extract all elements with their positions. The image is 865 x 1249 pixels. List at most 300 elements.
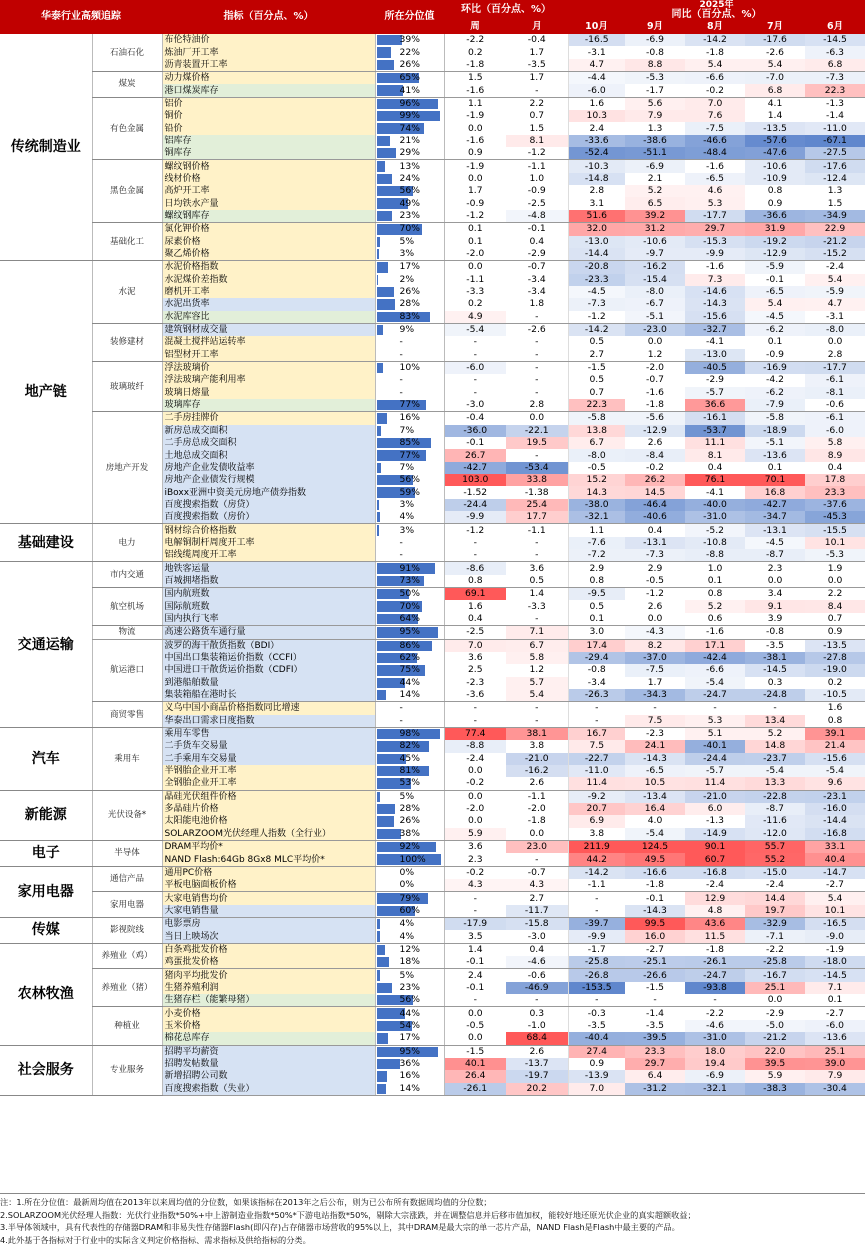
percentile-cell — [375, 210, 444, 223]
yoy-value: - — [568, 994, 625, 1007]
percentile-value: 7% — [399, 424, 415, 436]
header-yb — [568, 0, 865, 20]
yoy-value: 7.0 — [685, 97, 745, 110]
yoy-value: -38.1 — [745, 652, 805, 664]
yoy-value: -34.9 — [805, 210, 865, 223]
sector-label: 汽车 — [0, 727, 92, 790]
yoy-value: -0.2 — [646, 461, 664, 473]
yoy-value: -13.0 — [685, 349, 745, 362]
percentile-value: 85% — [399, 437, 420, 449]
subsector-label: 电力 — [92, 524, 162, 562]
yoy-value: -7.3 — [625, 549, 685, 562]
header-month-1: 9月 — [625, 20, 685, 34]
percentile-cell — [375, 499, 444, 511]
yoy-value: 2.9 — [568, 562, 625, 575]
table-row — [0, 412, 865, 425]
week-change: 0.2 — [444, 298, 506, 310]
yoy-value: -18.0 — [805, 956, 865, 969]
yoy-value: 5.9 — [745, 1070, 805, 1082]
week-change: - — [444, 336, 506, 348]
yoy-value: -16.8 — [685, 866, 745, 879]
yoy-value: -3.4 — [568, 677, 625, 689]
week-change: 7.0 — [444, 639, 506, 652]
yoy-value: -6.1 — [805, 374, 865, 386]
yoy-value: -1.2 — [568, 311, 625, 324]
month-change: 2.6 — [506, 777, 568, 790]
subsector-label: 玻璃玻纤 — [92, 361, 162, 411]
yoy-value: 0.7 — [805, 613, 865, 626]
yoy-value: 31.2 — [625, 223, 685, 236]
week-change: 3.6 — [444, 841, 506, 854]
month-change: -1.2 — [506, 147, 568, 160]
indicator-name: 动力煤价格 — [162, 72, 375, 85]
yoy-value: -37.0 — [625, 652, 685, 664]
yoy-value: -57.6 — [745, 135, 805, 147]
yoy-value: -153.5 — [568, 982, 625, 994]
week-change: -2.0 — [444, 803, 506, 815]
week-change: 26.4 — [444, 1070, 506, 1082]
month-change: 3.6 — [529, 562, 545, 574]
table-row — [0, 702, 865, 715]
indicator-name: 义乌中国小商品价格指数同比增速 — [162, 702, 375, 715]
yoy-value: -32.7 — [685, 323, 745, 336]
indicator-name: 到港船舶数量 — [162, 677, 375, 689]
indicator-name: 大家电销售均价 — [162, 892, 375, 905]
indicator-name: 乘用车零售 — [162, 727, 375, 740]
month-change: 5.4 — [506, 689, 568, 702]
week-change: - — [444, 549, 506, 562]
week-change: - — [444, 349, 506, 362]
yoy-value: -25.8 — [745, 956, 805, 969]
yoy-value: -1.8 — [625, 879, 685, 892]
yoy-value: -42.7 — [745, 499, 805, 511]
indicator-name: 浮法玻璃产能利用率 — [162, 374, 375, 386]
yoy-value: -23.7 — [745, 753, 805, 765]
yoy-value: 2.1 — [647, 172, 663, 184]
week-change: 0.1 — [444, 236, 506, 248]
yoy-value: -0.3 — [568, 1007, 625, 1020]
yoy-value: -32.1 — [568, 511, 625, 524]
week-change: -6.0 — [444, 361, 506, 374]
month-change: -2.5 — [527, 197, 546, 209]
table-row — [0, 943, 865, 956]
percentile-value: 18% — [399, 956, 420, 968]
yoy-value: 5.2 — [625, 185, 685, 197]
percentile-cell — [375, 537, 444, 549]
yoy-value: -19.0 — [805, 664, 865, 676]
percentile-cell — [375, 918, 444, 931]
yoy-value: - — [568, 702, 625, 715]
percentile-value: 96% — [399, 97, 420, 109]
yoy-value: 8.4 — [805, 600, 865, 612]
yoy-value: 21.4 — [805, 740, 865, 752]
month-change: - — [506, 84, 568, 97]
percentile-cell — [375, 892, 444, 905]
yoy-value: -19.2 — [745, 236, 805, 248]
yoy-value: -10.9 — [745, 173, 805, 185]
week-change: 0.0 — [444, 815, 506, 827]
yoy-value: -3.5 — [646, 1019, 664, 1031]
month-change: 2.6 — [529, 1045, 545, 1057]
table-row — [0, 97, 865, 110]
yoy-value: 0.1 — [805, 994, 865, 1007]
yoy-value: -1.7 — [625, 84, 685, 97]
percentile-value: 28% — [399, 803, 420, 815]
percentile-value: 95% — [399, 1045, 420, 1057]
yoy-value: -14.5 — [805, 34, 865, 46]
yoy-value: -53.7 — [685, 425, 745, 437]
percentile-cell — [375, 323, 444, 336]
month-change: -15.8 — [506, 918, 568, 931]
month-change: 5.7 — [506, 677, 568, 689]
week-change: - — [444, 892, 506, 905]
yoy-value: -39.5 — [625, 1032, 685, 1045]
yoy-value: 26.2 — [625, 474, 685, 486]
subsector-label: 水泥 — [92, 261, 162, 324]
yoy-value: -34.7 — [745, 511, 805, 524]
week-change: 103.0 — [444, 474, 506, 486]
percentile-value: 62% — [399, 652, 420, 664]
percentile-cell — [375, 790, 444, 803]
percentile-cell — [375, 777, 444, 790]
yoy-value: -15.6 — [805, 753, 865, 765]
yoy-value: -0.1 — [646, 892, 664, 904]
percentile-cell — [375, 715, 444, 728]
week-change: -8.8 — [444, 740, 506, 752]
yoy-value: -1.4 — [826, 110, 844, 122]
yoy-value: -5.0 — [745, 1020, 805, 1032]
percentile-cell — [375, 46, 444, 58]
yoy-value: -5.8 — [568, 412, 625, 425]
indicator-name: 鸡蛋批发价格 — [162, 956, 375, 969]
yoy-value: -42.4 — [685, 652, 745, 664]
yoy-value: -6.7 — [625, 298, 685, 310]
yoy-value: 2.7 — [568, 349, 625, 362]
footnote-3: 3.半导体领域中，具有代表性的存储器DRAM和非易失性存储器Flash(即闪存)占存储器市场营收的95%以上，其中DRAM是最大宗的单一芯片产品，NAND Flash是Flash中最主要的产品。 — [0, 1222, 680, 1233]
month-change: -11.7 — [506, 905, 568, 918]
yoy-value: 5.8 — [805, 437, 865, 449]
yoy-value: 4.1 — [767, 97, 783, 109]
indicator-name: 招聘平均薪资 — [162, 1045, 375, 1058]
yoy-value: -24.7 — [685, 689, 745, 702]
yoy-value: -13.6 — [745, 449, 805, 461]
yoy-value: -13.1 — [625, 537, 685, 549]
yoy-value: -23.1 — [805, 790, 865, 803]
footnote-2: 2.SOLARZOOM光伏经理人指数：光伏行业指数*50%+中上游制造业指数*50%*下游电站指数*50%，剔除大宗涨跌，并在调整信息并后移市值加权，能较好地还原光伏企业的真实超额收益； — [0, 1209, 696, 1220]
yoy-value: -16.5 — [805, 918, 865, 931]
yoy-value: -1.7 — [568, 943, 625, 956]
month-change: - — [535, 536, 539, 548]
month-change: -1.8 — [527, 815, 546, 827]
indicator-name: 白条鸡批发价格 — [162, 943, 375, 956]
yoy-value: 6.8 — [805, 59, 865, 72]
month-change: 3.8 — [529, 740, 545, 752]
percentile-value: 23% — [399, 981, 420, 993]
yoy-value: 8.1 — [685, 449, 745, 461]
percentile-value: 17% — [399, 261, 420, 273]
percentile-cell — [375, 828, 444, 841]
yoy-value: -26.6 — [625, 969, 685, 982]
yoy-value: -1.8 — [706, 943, 724, 955]
yoy-value: -16.8 — [805, 828, 865, 841]
percentile-cell — [375, 626, 444, 639]
week-change: 5.9 — [444, 828, 506, 841]
indicator-name: 房地产企业债发行规模 — [162, 474, 375, 486]
yoy-value: -9.9 — [685, 248, 745, 261]
percentile-cell — [375, 474, 444, 486]
indicator-name: 全钢胎企业开工率 — [162, 777, 375, 790]
subsector-label: 影视院线 — [92, 918, 162, 944]
yoy-value: -14.4 — [805, 815, 865, 827]
week-change: -2.0 — [444, 248, 506, 261]
yoy-value: -6.0 — [805, 425, 865, 437]
percentile-cell — [375, 59, 444, 72]
yoy-value: -1.8 — [706, 46, 724, 58]
yoy-value: -0.9 — [745, 349, 805, 362]
percentile-cell — [375, 160, 444, 173]
percentile-cell — [375, 1007, 444, 1020]
sector-label: 交通运输 — [0, 562, 92, 727]
yoy-value: -7.3 — [568, 298, 625, 310]
percentile-cell — [375, 248, 444, 261]
yoy-value: -46.6 — [685, 135, 745, 147]
yoy-value: 5.2 — [745, 727, 805, 740]
yoy-value: -1.5 — [568, 361, 625, 374]
percentile-cell — [375, 562, 444, 575]
yoy-value: -7.9 — [745, 399, 805, 412]
percentile-cell — [375, 853, 444, 866]
yoy-value: -29.4 — [568, 652, 625, 664]
yoy-value: -40.6 — [625, 511, 685, 524]
yoy-value: -31.0 — [685, 511, 745, 524]
yoy-value: -12.4 — [805, 173, 865, 185]
month-change: -0.7 — [527, 261, 546, 273]
percentile-value: 36% — [399, 1058, 420, 1070]
yoy-value: 23.3 — [625, 1045, 685, 1058]
yoy-value: 39.2 — [625, 210, 685, 223]
yoy-value: 25.1 — [805, 1045, 865, 1058]
yoy-value: 1.4 — [767, 110, 783, 122]
yoy-value: 2.8 — [568, 185, 625, 197]
yoy-value: -17.7 — [805, 361, 865, 374]
subsector-label: 黑色金属 — [92, 160, 162, 223]
indicator-name: 炼油厂开工率 — [162, 46, 375, 58]
week-change: 1.7 — [444, 185, 506, 197]
header-percentile: 所在分位值 — [375, 0, 444, 34]
week-change: 3.5 — [444, 930, 506, 943]
yoy-value: 13.8 — [568, 425, 625, 437]
month-change: 2.2 — [529, 97, 545, 109]
yoy-value: -6.5 — [685, 173, 745, 185]
week-change: -2.4 — [444, 753, 506, 765]
percentile-cell — [375, 841, 444, 854]
yoy-value: -4.5 — [568, 286, 625, 298]
percentile-value: 56% — [399, 185, 420, 197]
indicator-name: 水泥煤价差指数 — [162, 274, 375, 286]
indicator-name: 半钢胎企业开工率 — [162, 765, 375, 777]
indicator-name: 中国进口干散货运价指数（CDFI） — [162, 664, 375, 676]
yoy-value: -6.9 — [625, 160, 685, 173]
indicator-name: 地铁客运量 — [162, 562, 375, 575]
indicator-name: 混凝土搅拌站运转率 — [162, 336, 375, 348]
yoy-value: -33.6 — [568, 135, 625, 147]
yoy-value: 8.8 — [625, 59, 685, 72]
month-change: - — [535, 386, 539, 398]
week-change: -1.6 — [444, 135, 506, 147]
yoy-value: -8.7 — [745, 549, 805, 562]
week-change: 1.1 — [444, 97, 506, 110]
month-change: 33.8 — [506, 474, 568, 486]
yoy-value: -38.3 — [745, 1083, 805, 1096]
indicator-name: 尿素价格 — [162, 236, 375, 248]
sector-label: 新能源 — [0, 790, 92, 840]
percentile-value: - — [399, 386, 403, 398]
indicator-name: 国际航班数 — [162, 600, 375, 612]
header-yb-label: 同比（百分点、%） — [671, 9, 762, 20]
yoy-value: 22.3 — [568, 399, 625, 412]
yoy-value: -12.0 — [745, 828, 805, 841]
percentile-value: 74% — [399, 122, 420, 134]
yoy-value: 40.4 — [805, 853, 865, 866]
yoy-value: 25.1 — [745, 982, 805, 994]
percentile-cell — [375, 588, 444, 601]
percentile-value: 14% — [399, 689, 420, 701]
indicator-name: 华泰出口需求日度指数 — [162, 715, 375, 728]
yoy-value: 0.5 — [568, 336, 625, 348]
week-change: -17.9 — [444, 918, 506, 931]
yoy-value: -67.1 — [805, 135, 865, 147]
yoy-value: -5.3 — [805, 549, 865, 562]
subsector-label: 基础化工 — [92, 223, 162, 261]
yoy-value: 6.7 — [568, 437, 625, 449]
yoy-value: -8.0 — [625, 286, 685, 298]
yoy-value: -40.0 — [685, 499, 745, 511]
yoy-value: -5.1 — [625, 311, 685, 324]
percentile-value: - — [399, 702, 403, 714]
percentile-value: 16% — [399, 412, 420, 424]
percentile-value: - — [399, 536, 403, 548]
yoy-value: 16.4 — [625, 803, 685, 815]
yoy-value: -9.7 — [625, 248, 685, 261]
percentile-value: 3% — [399, 498, 415, 510]
yoy-value: -6.5 — [625, 765, 685, 777]
week-change: -3.0 — [444, 399, 506, 412]
yoy-value: -15.6 — [685, 311, 745, 324]
yoy-value: -3.5 — [766, 639, 784, 651]
yoy-value: -10.6 — [745, 160, 805, 173]
indicator-name: 大家电销售量 — [162, 905, 375, 918]
table-row — [0, 866, 865, 879]
yoy-value: 1.6 — [568, 97, 625, 110]
percentile-cell — [375, 336, 444, 348]
yoy-value: -16.6 — [625, 866, 685, 879]
week-change: -0.5 — [444, 1020, 506, 1032]
week-change: - — [444, 905, 506, 918]
week-change: 77.4 — [444, 727, 506, 740]
yoy-value: -5.8 — [745, 412, 805, 425]
yoy-value: 7.5 — [568, 740, 625, 752]
yoy-value: 2.8 — [805, 349, 865, 362]
header-month-3: 7月 — [745, 20, 805, 34]
month-change: 20.2 — [506, 1083, 568, 1096]
indicator-name: 百度搜索指数（房价） — [162, 511, 375, 524]
yoy-value: 29.7 — [685, 223, 745, 236]
month-change: - — [535, 362, 539, 374]
subsector-label: 专业服务 — [92, 1045, 162, 1095]
indicator-name: 新增招聘公司数 — [162, 1070, 375, 1082]
yoy-value: 12.9 — [685, 892, 745, 905]
percentile-value: 3% — [399, 524, 415, 536]
month-change: 0.3 — [529, 1007, 545, 1019]
month-change: 25.4 — [506, 499, 568, 511]
yoy-value: -34.3 — [625, 689, 685, 702]
yoy-value: -4.1 — [706, 486, 724, 498]
table-row — [0, 562, 865, 575]
yoy-value: 10.1 — [805, 537, 865, 549]
month-change: -0.9 — [527, 185, 546, 197]
yoy-value: -2.7 — [646, 943, 664, 955]
indicator-name: 通用PC价格 — [162, 866, 375, 879]
percentile-value: 75% — [399, 664, 420, 676]
percentile-value: 91% — [399, 562, 420, 574]
percentile-cell — [375, 361, 444, 374]
yoy-value: 1.9 — [827, 562, 843, 574]
yoy-value: 16.0 — [625, 930, 685, 943]
indicator-name: 高速公路货车通行量 — [162, 626, 375, 639]
week-change: 1.6 — [444, 600, 506, 612]
yoy-value: -10.6 — [625, 236, 685, 248]
yoy-value: 6.9 — [568, 815, 625, 827]
yoy-value: -5.7 — [685, 387, 745, 399]
yoy-value: - — [625, 994, 685, 1007]
yoy-value: -2.4 — [745, 879, 805, 892]
month-change: 1.4 — [529, 588, 545, 600]
percentile-cell — [375, 956, 444, 969]
week-change: -42.7 — [444, 462, 506, 474]
indicator-name: 磨机开工率 — [162, 286, 375, 298]
sector-label: 家用电器 — [0, 866, 92, 917]
subsector-label: 物流 — [92, 626, 162, 639]
yoy-value: -31.0 — [685, 1032, 745, 1045]
indicator-name: 猪肉平均批发价 — [162, 969, 375, 982]
percentile-cell — [375, 969, 444, 982]
percentile-cell — [375, 1020, 444, 1032]
percentile-value: 44% — [399, 676, 420, 688]
week-change: 0.2 — [444, 46, 506, 58]
indicator-name: 小麦价格 — [162, 1007, 375, 1020]
yoy-value: -10.5 — [805, 689, 865, 702]
yoy-value: 3.4 — [767, 588, 783, 600]
yoy-value: 14.3 — [568, 486, 625, 498]
yoy-value: 1.3 — [827, 185, 843, 197]
percentile-cell — [375, 1083, 444, 1096]
yoy-value: -14.9 — [685, 828, 745, 841]
yoy-value: -1.4 — [646, 1007, 664, 1019]
yoy-value: 1.5 — [827, 197, 843, 209]
yoy-value: 19.4 — [685, 1058, 745, 1070]
yoy-value: -39.7 — [568, 918, 625, 931]
subsector-label: 养殖业（猪） — [92, 969, 162, 1007]
percentile-cell — [375, 311, 444, 324]
month-change: -0.1 — [527, 223, 546, 235]
yoy-value: 1.1 — [568, 524, 625, 537]
percentile-value: 26% — [399, 286, 420, 298]
yoy-value: 32.0 — [568, 223, 625, 236]
yoy-value: 0.3 — [767, 676, 783, 688]
yoy-value: 7.9 — [625, 110, 685, 122]
yoy-value: 3.0 — [568, 626, 625, 639]
yoy-value: -1.6 — [646, 386, 664, 398]
